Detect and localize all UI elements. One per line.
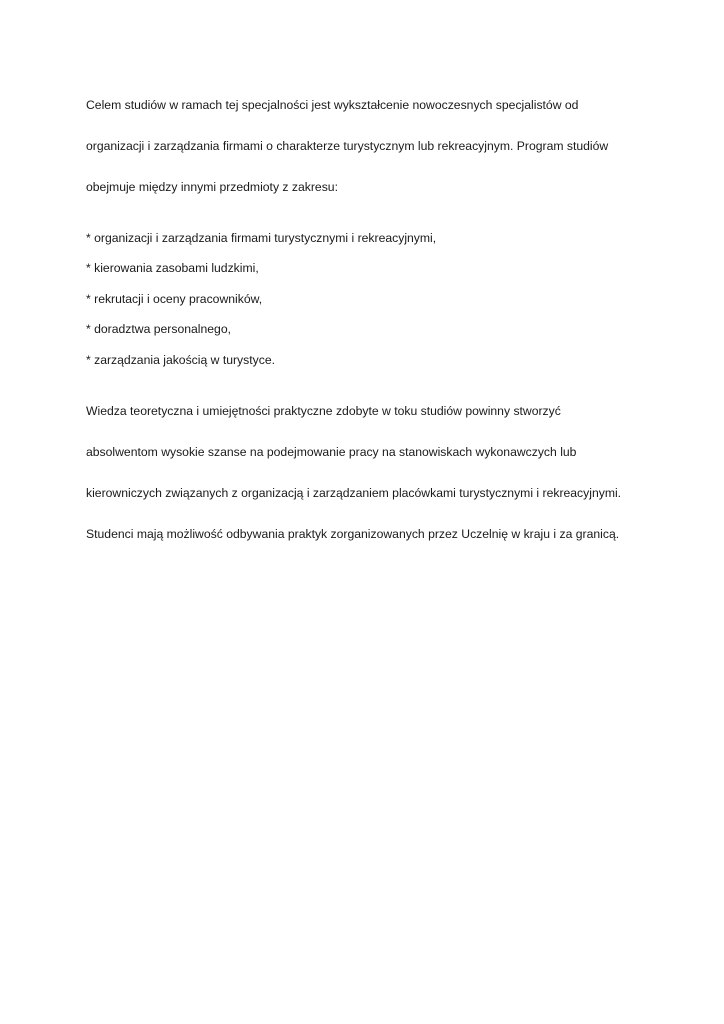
intro-line: Celem studiów w ramach tej specjalności jest wykształcenie nowoczesnych specjalistów od [86,97,579,112]
document-body [86,74,646,575]
closing-line: Studenci mają możliwość odbywania praktyk zorganizowanych przez Uczelnię w kraju i za granicą. [86,526,620,541]
bullet-item: * rekrutacji i oceny pracowników, [86,291,263,306]
bullet-item: * organizacji i zarządzania firmami turystycznymi i rekreacyjnymi, [86,230,437,245]
intro-line: obejmuje między innymi przedmioty z zakresu: [86,179,338,194]
closing-line: kierowniczych związanych z organizacją i zarządzaniem placówkami turystycznymi i rekreacyjnymi. [86,485,622,500]
closing-line: absolwentom wysokie szanse na podejmowanie pracy na stanowiskach wykonawczych lub [86,444,577,459]
intro-paragraph [86,74,646,218]
bullet-item: * doradztwa personalnego, [86,322,231,336]
closing-line: Wiedza teoretyczna i umiejętności praktyczne zdobyte w toku studiów powinny stworzyć [86,403,561,418]
closing-paragraph [86,380,646,565]
intro-line: organizacji i zarządzania firmami o charakterze turystycznym lub rekreacyjnym. Program studiów [86,138,609,153]
bullet-item: * kierowania zasobami ludzkimi, [86,261,259,275]
bullet-item: * zarządzania jakością w turystyce. [86,352,275,367]
